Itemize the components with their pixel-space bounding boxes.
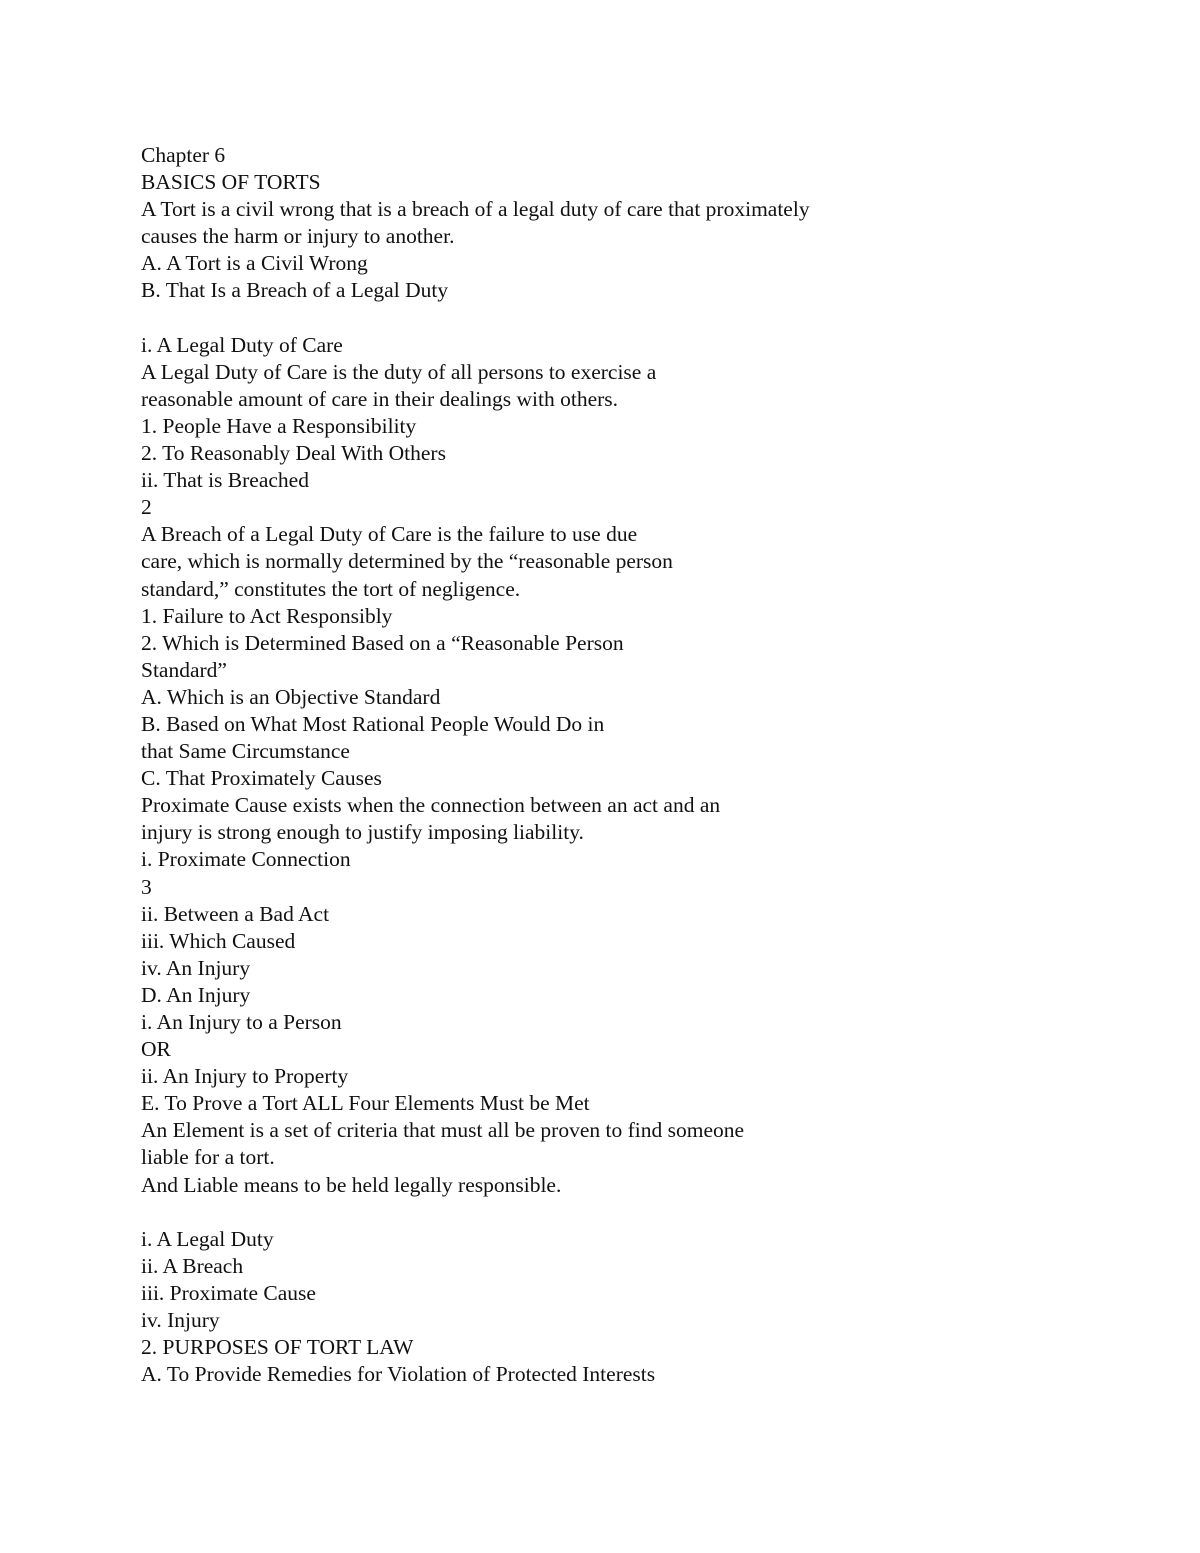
outline-item: i. Proximate Connection <box>141 847 351 872</box>
page-number: 3 <box>141 874 152 899</box>
outline-item: iv. Injury <box>141 1308 220 1333</box>
outline-item: 2. Which is Determined Based on a “Reasonable Person <box>141 630 624 655</box>
text-line: A Legal Duty of Care is the duty of all persons to exercise a <box>141 359 657 384</box>
outline-item: i. A Legal Duty of Care <box>141 332 343 357</box>
outline-item: ii. A Breach <box>141 1253 244 1278</box>
outline-item: iii. Proximate Cause <box>141 1280 316 1305</box>
outline-item: A. Which is an Objective Standard <box>141 684 441 709</box>
section-title: BASICS OF TORTS <box>141 170 321 195</box>
blank-line <box>141 305 1041 332</box>
outline-item: 1. People Have a Responsibility <box>141 413 417 438</box>
outline-item: A. A Tort is a Civil Wrong <box>141 251 368 276</box>
outline-item: ii. That is Breached <box>141 468 309 493</box>
text-line: And Liable means to be held legally responsible. <box>141 1172 562 1197</box>
text-line: causes the harm or injury to another. <box>141 224 455 249</box>
text-line: A Tort is a civil wrong that is a breach of a legal duty of care that proximately <box>141 197 810 222</box>
outline-item: E. To Prove a Tort ALL Four Elements Must be Met <box>141 1091 590 1116</box>
outline-item: i. An Injury to a Person <box>141 1010 342 1034</box>
page-number: 2 <box>141 495 152 520</box>
text-line: injury is strong enough to justify imposing liability. <box>141 820 584 845</box>
text-line: liable for a tort. <box>141 1145 275 1170</box>
outline-item: B. Based on What Most Rational People Would Do in <box>141 711 605 736</box>
outline-item: C. That Proximately Causes <box>141 766 382 791</box>
text-line: that Same Circumstance <box>141 739 350 764</box>
outline-item: A. To Provide Remedies for Violation of Protected Interests <box>141 1362 656 1387</box>
outline-item: i. A Legal Duty <box>141 1226 274 1251</box>
outline-item: iii. Which Caused <box>141 928 296 953</box>
outline-item: B. That Is a Breach of a Legal Duty <box>141 278 449 303</box>
outline-item: ii. An Injury to Property <box>141 1064 349 1089</box>
text-line: Standard” <box>141 657 227 682</box>
text-line: standard,” constitutes the tort of negligence. <box>141 576 521 601</box>
text-line: Proximate Cause exists when the connection between an act and an <box>141 793 721 818</box>
outline-item: 1. Failure to Act Responsibly <box>141 603 393 628</box>
text-line: A Breach of a Legal Duty of Care is the failure to use due <box>141 522 638 547</box>
outline-item: D. An Injury <box>141 982 251 1007</box>
section-title: 2. PURPOSES OF TORT LAW <box>141 1335 414 1360</box>
text-line: OR <box>141 1037 171 1062</box>
document-body <box>141 142 1041 1388</box>
text-line: care, which is normally determined by the “reasonable person <box>141 549 673 574</box>
text-line: An Element is a set of criteria that must all be proven to find someone <box>141 1118 745 1143</box>
outline-item: iv. An Injury <box>141 955 251 980</box>
blank-line <box>141 1199 1041 1226</box>
outline-item: ii. Between a Bad Act <box>141 901 330 926</box>
text-line: reasonable amount of care in their dealings with others. <box>141 386 619 411</box>
outline-item: 2. To Reasonably Deal With Others <box>141 441 446 466</box>
chapter-heading: Chapter 6 <box>141 143 226 167</box>
